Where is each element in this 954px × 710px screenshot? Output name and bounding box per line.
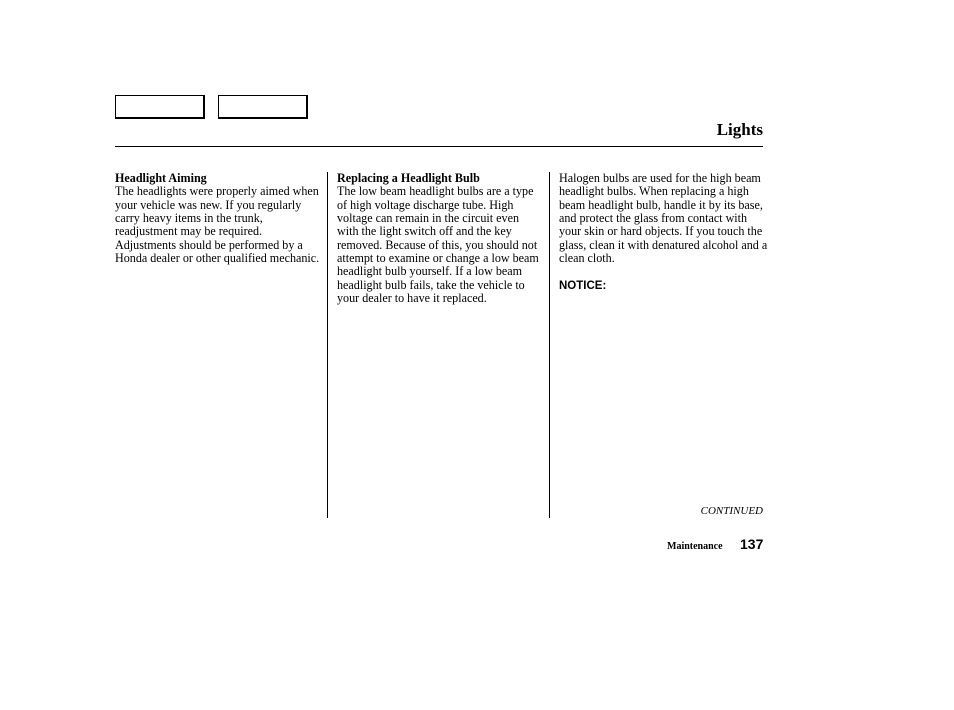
page-number: 137 (740, 536, 764, 552)
column-halogen-bulbs (559, 172, 769, 293)
column-heading: Headlight Aiming (115, 171, 207, 185)
page-title: Lights (716, 120, 763, 139)
column-headlight-aiming (115, 172, 325, 265)
nav-button-next[interactable] (218, 95, 308, 119)
column-divider (549, 172, 550, 518)
nav-button-previous[interactable] (115, 95, 205, 119)
continued-label: CONTINUED (700, 505, 763, 517)
column-divider (327, 172, 328, 518)
footer-section-name: Maintenance (667, 541, 723, 552)
column-heading: Replacing a Headlight Bulb (337, 171, 480, 185)
column-replacing-headlight-bulb (337, 172, 542, 305)
title-divider (115, 146, 763, 147)
column-body: Halogen bulbs are used for the high beam headlight bulbs. When replacing a high beam headlight bulb, handle it by its base, and protect the glass from contact with your skin or hard objects. If you touch the glass, clean it with denatured alcohol and a clean cloth. (559, 171, 768, 266)
column-body: The low beam headlight bulbs are a type of high voltage discharge tube. High voltage can remain in the circuit even with the light switch off and the key removed. Because of this, you should not attempt to examine or change a low beam headlight bulb yourself. If a low beam headlight bulb fails, take the vehicle to your dealer to have it replaced. (337, 184, 539, 306)
notice-label: NOTICE: (559, 280, 607, 293)
column-body: The headlights were properly aimed when your vehicle was new. If you regularly carry heavy items in the trunk, readjustment may be required. Adjustments should be performed by a Honda dealer or other qualified mechanic. (115, 184, 320, 266)
